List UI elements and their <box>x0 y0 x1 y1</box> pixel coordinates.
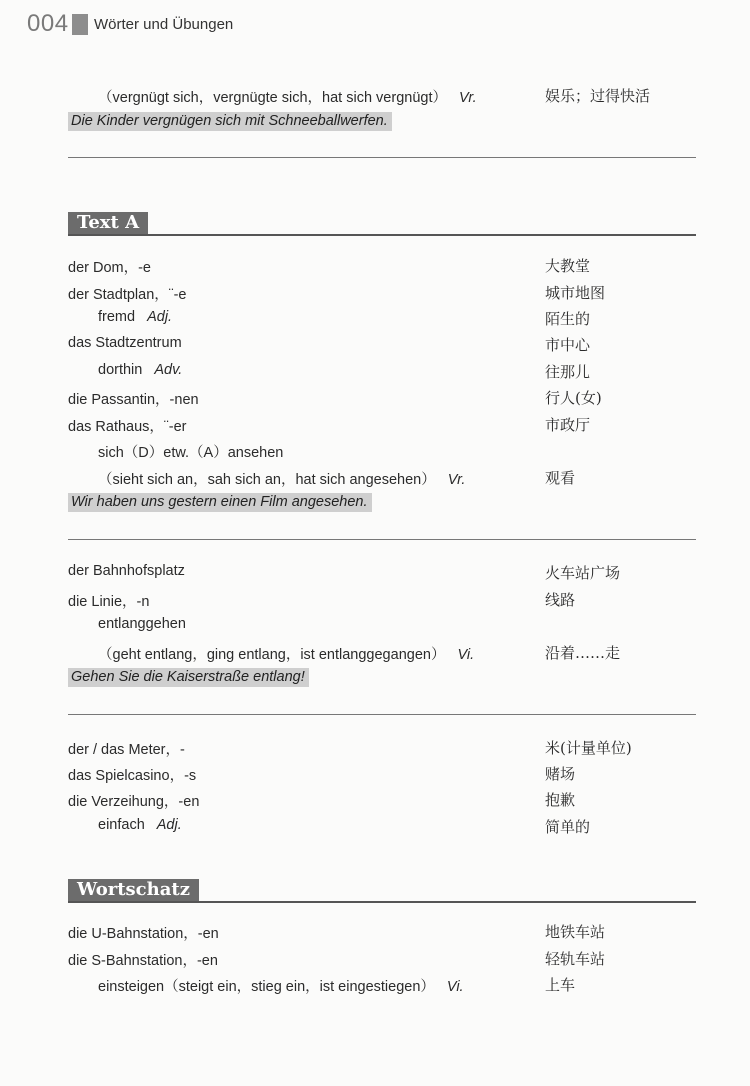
part-of-speech: Vi. <box>457 647 475 663</box>
section-underline <box>68 234 696 236</box>
vocab-word: der / das Meter，- <box>68 742 185 758</box>
part-of-speech: Adv. <box>154 362 183 378</box>
vocab-word: entlanggehen <box>98 616 186 632</box>
translation: 城市地图 <box>545 284 606 302</box>
section-title: Wortschatz <box>68 879 199 901</box>
vocab-word: einfach Adj. <box>98 817 182 833</box>
header-marker <box>72 14 88 35</box>
part-of-speech: Vi. <box>446 979 464 995</box>
divider <box>68 539 696 540</box>
example-sentence: Die Kinder vergnügen sich mit Schneeballwerfen. <box>68 112 392 131</box>
translation: 简单的 <box>545 818 591 836</box>
translation: 抱歉 <box>545 791 576 809</box>
example-sentence: Wir haben uns gestern einen Film angesehen. <box>68 493 372 512</box>
divider <box>68 157 696 158</box>
page-number: 004 <box>27 10 69 37</box>
translation: 地铁车站 <box>545 923 606 941</box>
translation: 市政厅 <box>545 416 591 434</box>
vocab-word: der Dom，-e <box>68 260 151 276</box>
vocab-word: die U-Bahnstation，-en <box>68 926 219 942</box>
translation: 线路 <box>545 591 576 609</box>
translation: 往那儿 <box>545 363 591 381</box>
section-heading-text-a <box>68 212 696 236</box>
vocab-word: der Stadtplan，¨-e <box>68 287 187 303</box>
section-title: Text A <box>68 212 148 234</box>
example-sentence: Gehen Sie die Kaiserstraße entlang! <box>68 668 309 687</box>
vocab-word: dorthin Adv. <box>98 362 183 378</box>
page-header <box>0 0 750 52</box>
part-of-speech: Vr. <box>447 472 466 488</box>
vocab-word: das Stadtzentrum <box>68 335 182 351</box>
translation: 观看 <box>545 469 576 487</box>
translation: 娱乐；过得快活 <box>545 87 651 105</box>
vocab-word-forms: （geht entlang，ging entlang，ist entlanggegangen） Vi. <box>98 647 475 663</box>
translation: 陌生的 <box>545 310 591 328</box>
part-of-speech: Adj. <box>156 817 182 833</box>
vocab-word-forms: （sieht sich an，sah sich an，hat sich angesehen） Vr. <box>98 472 466 488</box>
vocab-word-forms: einsteigen（steigt ein，stieg ein，ist eingestiegen） Vi. <box>98 979 464 995</box>
vocab-word: die Linie，-n <box>68 594 150 610</box>
translation: 米(计量单位) <box>545 739 632 757</box>
vocab-word: die Passantin，-nen <box>68 392 199 408</box>
header-title: Wörter und Übungen <box>94 16 234 33</box>
part-of-speech: Vr. <box>458 90 477 106</box>
section-underline <box>68 901 696 903</box>
vocab-word: der Bahnhofsplatz <box>68 563 185 579</box>
vocab-word: das Rathaus，¨-er <box>68 419 187 435</box>
vocab-word: die S-Bahnstation，-en <box>68 953 218 969</box>
entry-vergnuegen-forms: （vergnügt sich，vergnügte sich，hat sich vergnügt） Vr. <box>98 90 477 106</box>
translation: 大教堂 <box>545 257 591 275</box>
translation: 上车 <box>545 976 576 994</box>
translation: 火车站广场 <box>545 564 621 582</box>
translation: 市中心 <box>545 336 591 354</box>
vocab-word: sich（D）etw.（A）ansehen <box>98 445 284 461</box>
vocab-word: fremd Adj. <box>98 309 173 325</box>
translation: 轻轨车站 <box>545 950 606 968</box>
section-heading-wortschatz <box>68 879 696 903</box>
translation: 沿着……走 <box>545 644 621 662</box>
vocab-word: das Spielcasino，-s <box>68 768 197 784</box>
vocab-word: die Verzeihung，-en <box>68 794 200 810</box>
translation: 赌场 <box>545 765 576 783</box>
part-of-speech: Adj. <box>147 309 173 325</box>
divider <box>68 714 696 715</box>
translation: 行人(女) <box>545 389 602 407</box>
